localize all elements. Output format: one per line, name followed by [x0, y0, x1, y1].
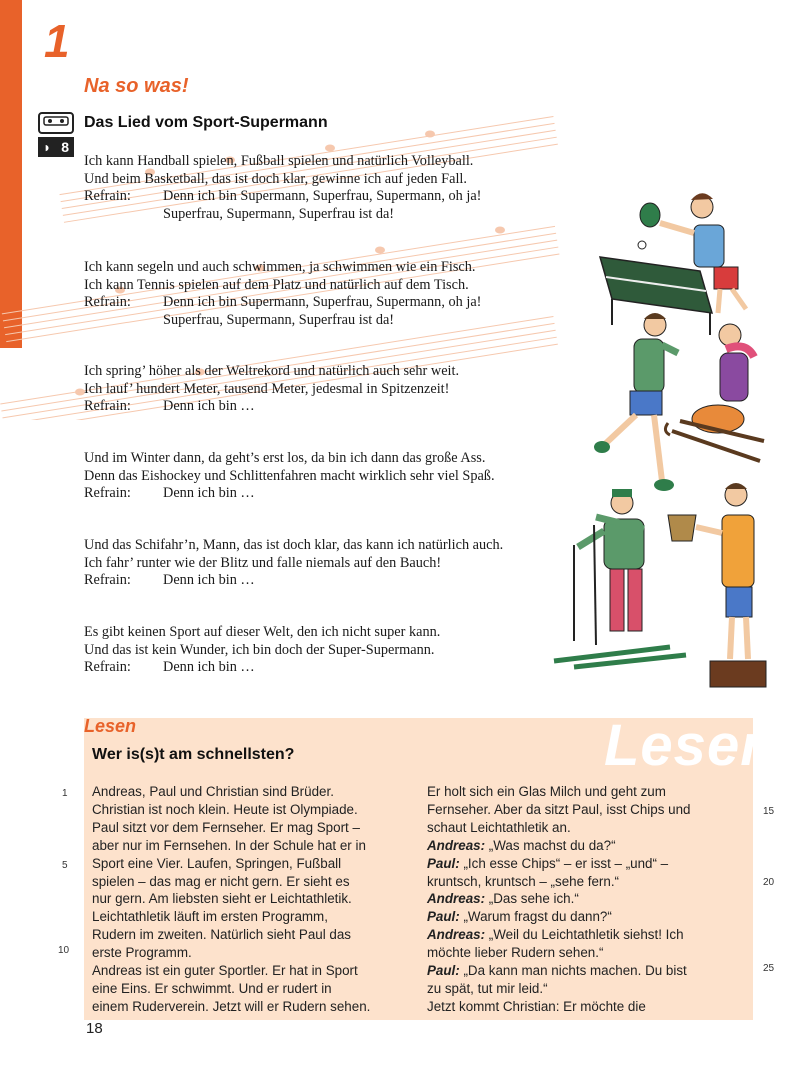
refrain-text: Superfrau, Supermann, Superfrau ist da!: [163, 311, 395, 328]
text-line: aber nur im Fernsehen. In der Schule hat er in: [92, 837, 366, 853]
cassette-icon: [38, 112, 74, 134]
text-line: Andreas, Paul und Christian sind Brüder.: [92, 784, 334, 799]
refrain-text: Denn ich bin …: [163, 659, 255, 675]
stanza: [84, 450, 495, 503]
text-line: erste Programm.: [92, 945, 192, 961]
stanza-line: Es gibt keinen Sport auf dieser Welt, den ich nicht super kann.: [84, 624, 441, 640]
cd-icon: ◗: [43, 139, 52, 155]
stanza-line: Denn das Eishockey und Schlittenfahren macht wirklich sehr viel Spaß.: [84, 467, 495, 484]
stanza-line: Ich kann Handball spielen, Fußball spielen und natürlich Volleyball.: [84, 153, 474, 169]
stanza: [84, 363, 459, 416]
page-number: 18: [86, 1020, 103, 1037]
sports-illustration: [550, 185, 770, 690]
text-line: Christian ist noch klein. Heute ist Olympiade.: [92, 801, 358, 817]
dialogue-line: Andreas: „Das sehe ich.“: [427, 891, 579, 907]
text-line: Paul sitzt vor dem Fernseher. Er mag Sport –: [92, 819, 360, 835]
chapter-number: 1: [44, 15, 70, 67]
trophy-icon: [668, 515, 696, 541]
reading-watermark: Lesen: [604, 713, 777, 778]
track-number: 8: [61, 139, 69, 155]
text-line: einem Ruderverein. Jetzt will er Rudern sehen.: [92, 998, 371, 1014]
text-line: schaut Leichtathletik an.: [427, 819, 571, 835]
line-number: 20: [763, 877, 775, 888]
text-line: kruntsch, kruntsch – „sehe fern.“: [427, 873, 620, 889]
section-title: Na so was!: [84, 75, 189, 97]
text-line: Jetzt kommt Christian: Er möchte die: [427, 998, 646, 1014]
text-line: nur gern. Am liebsten sieht er Leichtathletik.: [92, 891, 352, 907]
line-number: 25: [763, 963, 775, 974]
refrain-label: Refrain:: [84, 294, 131, 310]
stanza-line: Ich fahr’ runter wie der Blitz und falle niemals auf den Bauch!: [84, 554, 442, 571]
reading-text-right-column: [427, 783, 690, 1016]
stanza: [84, 259, 481, 329]
line-number: 1: [62, 788, 68, 799]
speaker-name: Andreas:: [427, 837, 486, 853]
text-line: spielen – das mag er nicht gern. Er sieht es: [92, 873, 350, 889]
refrain-label: Refrain:: [84, 485, 131, 501]
text-line: Sport eine Vier. Laufen, Springen, Fußball: [92, 855, 342, 871]
speaker-name: Paul:: [427, 909, 460, 925]
stanza: [84, 153, 481, 223]
refrain-label: Refrain:: [84, 659, 131, 675]
stanza-line: Ich lauf’ hundert Meter, tausend Meter, jedesmal in Spitzenzeit!: [84, 380, 450, 397]
line-number: 10: [58, 945, 70, 956]
speaker-name: Andreas:: [427, 927, 486, 943]
text-line: Fernseher. Aber da sitzt Paul, isst Chips und: [427, 801, 691, 817]
refrain-text: Denn ich bin Supermann, Superfrau, Supermann, oh ja!: [163, 294, 482, 310]
stanza: [84, 624, 440, 677]
runner: [594, 313, 678, 491]
text-line: zu spät, tut mir leid.“: [427, 980, 548, 996]
stanza-line: Ich kann Tennis spielen auf dem Platz und natürlich auf dem Tisch.: [84, 276, 469, 293]
song-title: Das Lied vom Sport-Supermann: [84, 114, 328, 131]
reading-heading: Lesen: [84, 716, 137, 736]
text-line: eine Eins. Er schwimmt. Und er rudert in: [92, 980, 332, 996]
stanza-line: Ich spring’ höher als der Weltrekord und natürlich auch sehr weit.: [84, 363, 460, 379]
dialogue-line: Andreas: „Was machst du da?“: [427, 837, 616, 853]
text-line: Andreas ist ein guter Sportler. Er hat in Sport: [92, 963, 358, 979]
speaker-name: Andreas:: [427, 891, 486, 907]
refrain-label: Refrain:: [84, 572, 131, 588]
stanza-line: Und beim Basketball, das ist doch klar, gewinne ich auf jeden Fall.: [84, 170, 467, 187]
text-line: Rudern im zweiten. Natürlich sieht Paul das: [92, 927, 352, 943]
line-number: 15: [763, 806, 775, 817]
text-line: möchte lieber Rudern sehen.“: [427, 945, 604, 961]
stanza-line: Ich kann segeln und auch schwimmen, ja schwimmen wie ein Fisch.: [84, 259, 476, 275]
refrain-text: Denn ich bin Supermann, Superfrau, Supermann, oh ja!: [163, 188, 482, 204]
stanza-line: Und im Winter dann, da geht’s erst los, da bin ich dann das große Ass.: [84, 450, 486, 466]
skier: [554, 489, 686, 667]
speaker-name: Paul:: [427, 963, 460, 979]
audio-track-badge: [38, 137, 74, 157]
refrain-text: Superfrau, Supermann, Superfrau ist da!: [163, 205, 395, 222]
dialogue-line: Paul: „Warum fragst du dann?“: [427, 909, 612, 925]
dialogue-line: Paul: „Ich esse Chips“ – er isst – „und“ –: [427, 855, 669, 871]
refrain-text: Denn ich bin …: [163, 398, 255, 414]
refrain-label: Refrain:: [84, 188, 131, 204]
stanza: [84, 537, 503, 590]
sledder: [665, 324, 764, 461]
dialogue-line: Andreas: „Weil du Leichtathletik siehst! Ich: [427, 927, 684, 943]
text-line: Leichtathletik läuft im ersten Programm,: [92, 909, 328, 925]
refrain-text: Denn ich bin …: [163, 572, 255, 588]
line-number: 5: [62, 860, 68, 871]
refrain-label: Refrain:: [84, 398, 131, 414]
text-line: Er holt sich ein Glas Milch und geht zum: [427, 784, 666, 799]
reading-title: Wer is(s)t am schnellsten?: [92, 746, 295, 763]
speaker-name: Paul:: [427, 855, 460, 871]
dialogue-line: Paul: „Da kann man nichts machen. Du bist: [427, 963, 687, 979]
stanza-line: Und das ist kein Wunder, ich bin doch der Super-Supermann.: [84, 641, 435, 658]
reading-text-left-column: [92, 783, 370, 1016]
refrain-text: Denn ich bin …: [163, 485, 255, 501]
stanza-line: Und das Schifahr’n, Mann, das ist doch klar, das kann ich natürlich auch.: [84, 537, 504, 553]
